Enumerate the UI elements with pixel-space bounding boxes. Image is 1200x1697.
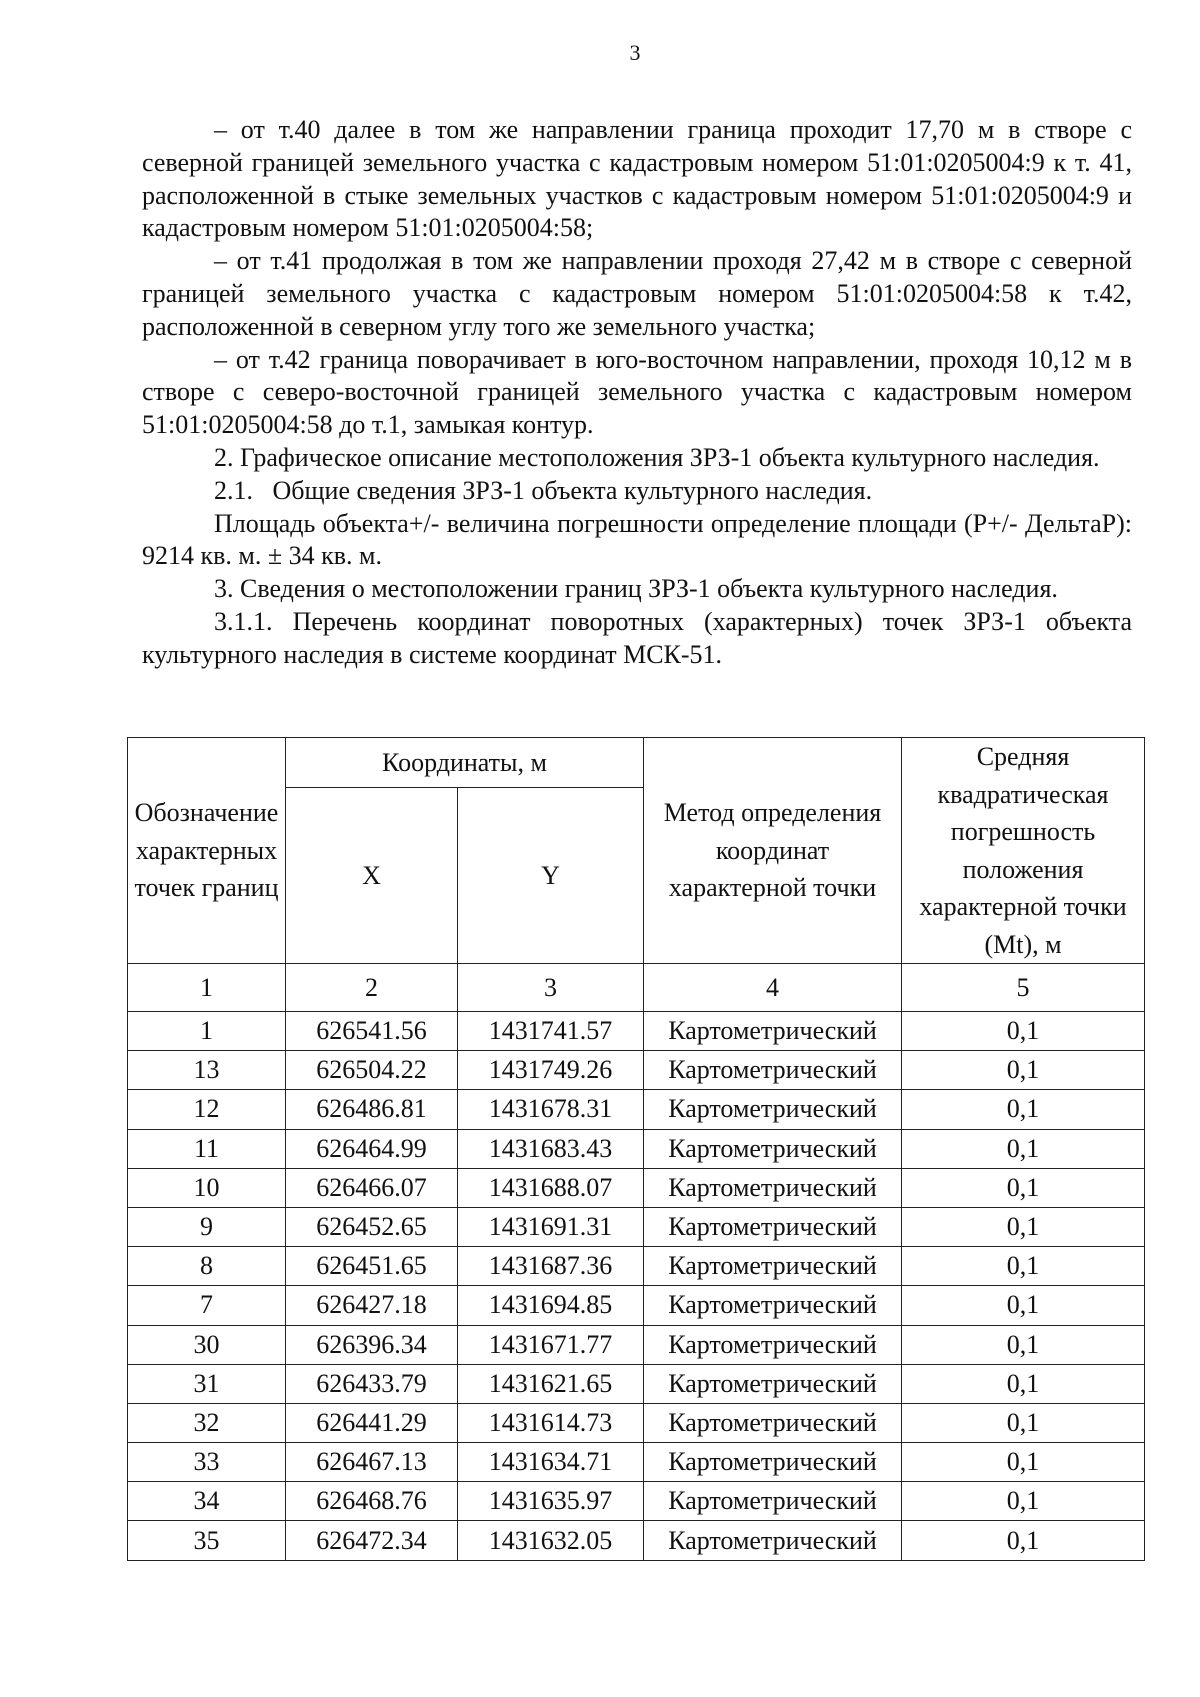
x-coordinate-cell: 626486.81 — [286, 1090, 458, 1129]
header-designation: Обозначение характерных точек границ — [128, 738, 286, 964]
method-cell: Картометрический — [644, 1129, 902, 1168]
column-number: 5 — [902, 964, 1145, 1012]
point-number-cell: 12 — [128, 1090, 286, 1129]
x-coordinate-cell: 626441.29 — [286, 1403, 458, 1442]
point-number-cell: 34 — [128, 1482, 286, 1521]
table-row — [128, 1364, 1145, 1403]
method-cell: Картометрический — [644, 1325, 902, 1364]
error-cell: 0,1 — [902, 1168, 1145, 1207]
table-row — [128, 1012, 1145, 1051]
method-cell: Картометрический — [644, 1364, 902, 1403]
error-cell: 0,1 — [902, 1482, 1145, 1521]
table-row — [128, 1129, 1145, 1168]
column-number: 3 — [458, 964, 644, 1012]
y-coordinate-cell: 1431634.71 — [458, 1443, 644, 1482]
header-error: Средняя квадратическая погрешность положения характерной точки (Mt), м — [902, 738, 1145, 964]
paragraph-section-3-1-1: 3.1.1. Перечень координат поворотных (характерных) точек ЗРЗ-1 объекта культурного наследия в системе координат МСК-51. — [142, 606, 1132, 669]
table-row — [128, 1090, 1145, 1129]
x-coordinate-cell: 626464.99 — [286, 1129, 458, 1168]
x-coordinate-cell: 626451.65 — [286, 1247, 458, 1286]
method-cell: Картометрический — [644, 1090, 902, 1129]
table-row — [128, 1247, 1145, 1286]
point-number-cell: 9 — [128, 1207, 286, 1246]
point-number-cell: 1 — [128, 1012, 286, 1051]
paragraph-section-2: 2. Графическое описание местоположения ЗРЗ-1 объекта культурного наследия. — [214, 442, 1100, 472]
x-coordinate-cell: 626472.34 — [286, 1521, 458, 1560]
header-x: X — [286, 788, 458, 964]
y-coordinate-cell: 1431614.73 — [458, 1403, 644, 1442]
error-cell: 0,1 — [902, 1286, 1145, 1325]
y-coordinate-cell: 1431687.36 — [458, 1247, 644, 1286]
paragraph-boundary-40: – от т.40 далее в том же направлении граница проходит 17,70 м в створе с северной границей земельного участка с кадастровым номером 51:01:0205004:9 к т. 41, расположенной в стыке земельных участков с кадастровым номером 51:01:0205004:9 и кадастровым номером 51:01:0205004:58; — [142, 115, 1132, 243]
paragraph-area: Площадь объекта+/- величина погрешности определение площади (P+/- ДельтаP): 9214 кв. м. ± 34 кв. м. — [142, 508, 1132, 571]
x-coordinate-cell: 626452.65 — [286, 1207, 458, 1246]
x-coordinate-cell: 626427.18 — [286, 1286, 458, 1325]
y-coordinate-cell: 1431694.85 — [458, 1286, 644, 1325]
x-coordinate-cell: 626468.76 — [286, 1482, 458, 1521]
column-number: 1 — [128, 964, 286, 1012]
table-row — [128, 1051, 1145, 1090]
error-cell: 0,1 — [902, 1443, 1145, 1482]
point-number-cell: 11 — [128, 1129, 286, 1168]
error-cell: 0,1 — [902, 1403, 1145, 1442]
method-cell: Картометрический — [644, 1051, 902, 1090]
x-coordinate-cell: 626396.34 — [286, 1325, 458, 1364]
error-cell: 0,1 — [902, 1129, 1145, 1168]
method-cell: Картометрический — [644, 1012, 902, 1051]
table-row — [128, 1325, 1145, 1364]
method-cell: Картометрический — [644, 1168, 902, 1207]
y-coordinate-cell: 1431635.97 — [458, 1482, 644, 1521]
y-coordinate-cell: 1431691.31 — [458, 1207, 644, 1246]
y-coordinate-cell: 1431678.31 — [458, 1090, 644, 1129]
error-cell: 0,1 — [902, 1051, 1145, 1090]
error-cell: 0,1 — [902, 1325, 1145, 1364]
y-coordinate-cell: 1431671.77 — [458, 1325, 644, 1364]
point-number-cell: 8 — [128, 1247, 286, 1286]
method-cell: Картометрический — [644, 1247, 902, 1286]
y-coordinate-cell: 1431749.26 — [458, 1051, 644, 1090]
method-cell: Картометрический — [644, 1482, 902, 1521]
x-coordinate-cell: 626504.22 — [286, 1051, 458, 1090]
point-number-cell: 30 — [128, 1325, 286, 1364]
y-coordinate-cell: 1431683.43 — [458, 1129, 644, 1168]
page-number: 3 — [629, 40, 641, 65]
table-row — [128, 1521, 1145, 1560]
paragraph-boundary-42: – от т.42 граница поворачивает в юго-восточном направлении, проходя 10,12 м в створе с северо-восточной границей земельного участка с кадастровым номером 51:01:0205004:58 до т.1, замыкая контур. — [142, 344, 1132, 440]
point-number-cell: 33 — [128, 1443, 286, 1482]
point-number-cell: 13 — [128, 1051, 286, 1090]
error-cell: 0,1 — [902, 1247, 1145, 1286]
paragraph-boundary-41: – от т.41 продолжая в том же направлении проходя 27,42 м в створе с северной границей земельного участка с кадастровым номером 51:01:0205004:58 к т.42, расположенной в северном углу того же земельного участка; — [142, 246, 1132, 341]
y-coordinate-cell: 1431741.57 — [458, 1012, 644, 1051]
method-cell: Картометрический — [644, 1521, 902, 1560]
table-body — [128, 1012, 1145, 1561]
method-cell: Картометрический — [644, 1207, 902, 1246]
error-cell: 0,1 — [902, 1364, 1145, 1403]
y-coordinate-cell: 1431632.05 — [458, 1521, 644, 1560]
point-number-cell: 32 — [128, 1403, 286, 1442]
x-coordinate-cell: 626466.07 — [286, 1168, 458, 1207]
table-row — [128, 1443, 1145, 1482]
coordinates-table — [127, 737, 1145, 1561]
point-number-cell: 35 — [128, 1521, 286, 1560]
x-coordinate-cell: 626541.56 — [286, 1012, 458, 1051]
error-cell: 0,1 — [902, 1090, 1145, 1129]
error-cell: 0,1 — [902, 1012, 1145, 1051]
header-coordinates: Координаты, м — [286, 738, 644, 788]
table-row — [128, 1286, 1145, 1325]
document-body — [142, 114, 1132, 672]
column-number: 2 — [286, 964, 458, 1012]
table-row — [128, 1403, 1145, 1442]
x-coordinate-cell: 626467.13 — [286, 1443, 458, 1482]
method-cell: Картометрический — [644, 1403, 902, 1442]
table-row — [128, 1482, 1145, 1521]
point-number-cell: 10 — [128, 1168, 286, 1207]
x-coordinate-cell: 626433.79 — [286, 1364, 458, 1403]
column-number: 4 — [644, 964, 902, 1012]
header-y: Y — [458, 788, 644, 964]
column-number-row — [128, 964, 1145, 1012]
paragraph-section-3: 3. Сведения о местоположении границ ЗРЗ-1 объекта культурного наследия. — [214, 574, 1058, 604]
header-method: Метод определения координат характерной точки — [644, 738, 902, 964]
method-cell: Картометрический — [644, 1286, 902, 1325]
paragraph-section-2-1: 2.1. Общие сведения ЗРЗ-1 объекта культурного наследия. — [214, 475, 873, 505]
table-row — [128, 1207, 1145, 1246]
point-number-cell: 7 — [128, 1286, 286, 1325]
error-cell: 0,1 — [902, 1207, 1145, 1246]
y-coordinate-cell: 1431688.07 — [458, 1168, 644, 1207]
method-cell: Картометрический — [644, 1443, 902, 1482]
point-number-cell: 31 — [128, 1364, 286, 1403]
error-cell: 0,1 — [902, 1521, 1145, 1560]
table-row — [128, 1168, 1145, 1207]
y-coordinate-cell: 1431621.65 — [458, 1364, 644, 1403]
